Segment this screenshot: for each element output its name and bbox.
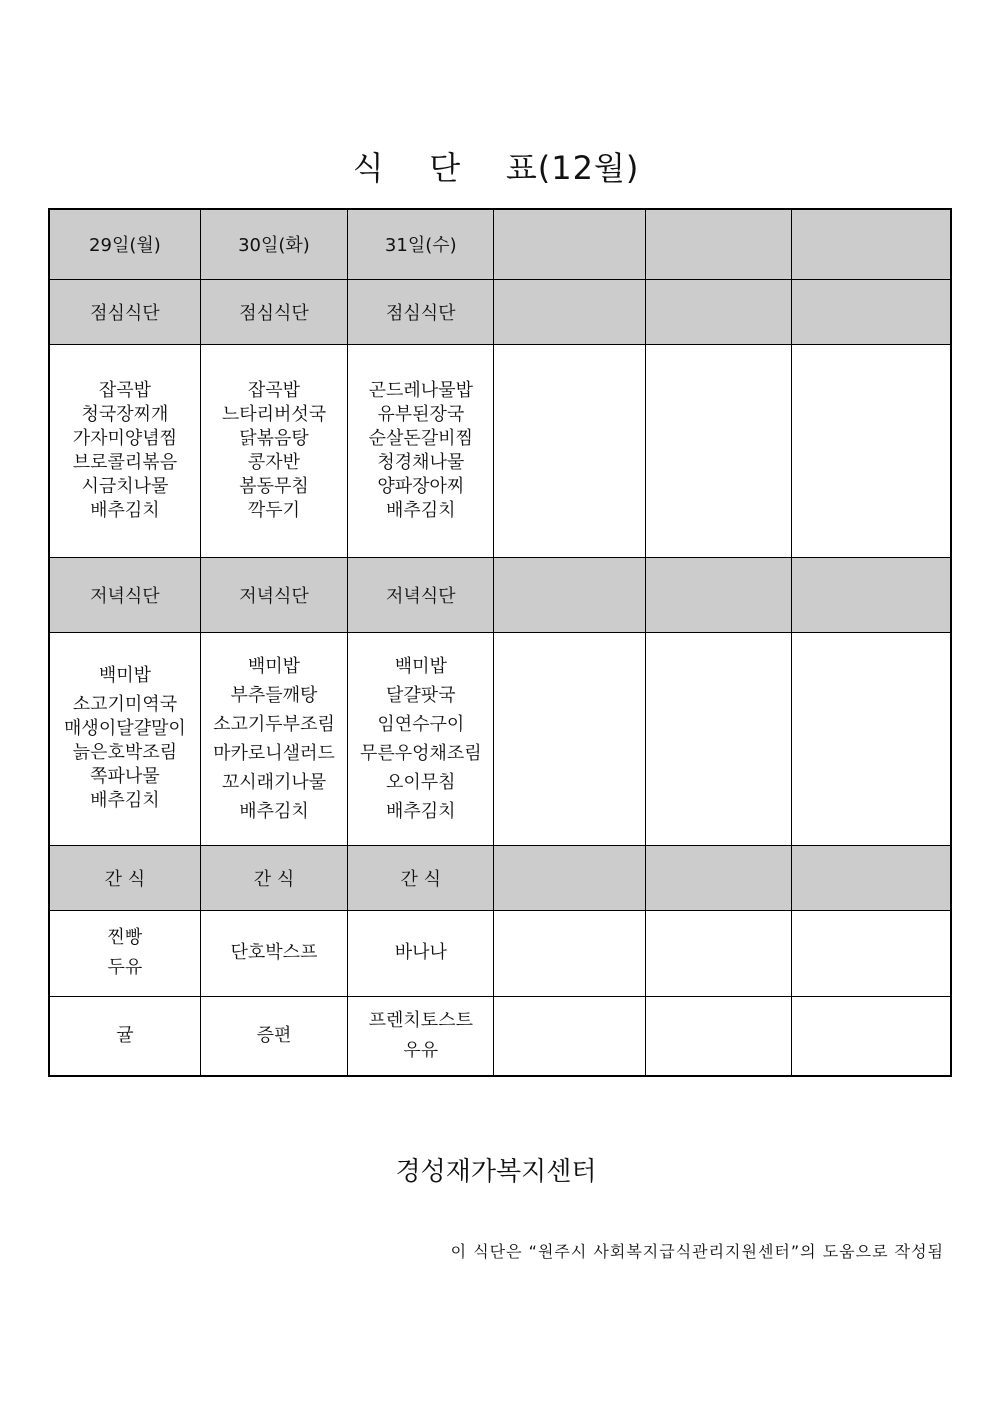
snack-mon <box>49 910 200 996</box>
menu-item: 곤드레나물밥 <box>368 379 473 401</box>
empty-cell <box>494 557 645 632</box>
menu-item: 소고기미역국 <box>72 694 178 715</box>
dinner-label: 저녁식단 <box>348 557 494 632</box>
page-title: 식 단 표(12월) <box>352 149 640 187</box>
meal-table <box>48 208 952 1077</box>
menu-item: 배추김치 <box>90 499 160 521</box>
menu-item: 쪽파나물 <box>90 766 160 787</box>
empty-cell <box>792 632 951 845</box>
snack-row-1 <box>49 910 951 996</box>
snack-row-2 <box>49 996 951 1076</box>
center-name: 경성재가복지센터 <box>395 1157 597 1187</box>
date-cell-empty <box>645 209 791 279</box>
empty-cell <box>792 996 951 1076</box>
menu-item: 느타리버섯국 <box>221 403 327 425</box>
menu-item: 백미밥 <box>98 665 151 686</box>
snack-label: 간 식 <box>49 845 200 910</box>
menu-item: 시금치나물 <box>81 475 169 497</box>
empty-cell <box>645 557 791 632</box>
empty-cell <box>494 845 645 910</box>
date-cell-empty <box>494 209 645 279</box>
lunch-label: 점심식단 <box>49 279 200 344</box>
empty-cell <box>494 632 645 845</box>
date-header-row <box>49 209 951 279</box>
snack-wed <box>348 910 494 996</box>
snack-item: 두유 <box>107 957 143 978</box>
menu-item: 백미밥 <box>394 655 447 677</box>
lunch-label: 점심식단 <box>200 279 347 344</box>
empty-cell <box>494 996 645 1076</box>
menu-item: 매생이달걀말이 <box>64 718 186 739</box>
menu-item: 임연수구이 <box>377 713 465 735</box>
dinner-menu-tue <box>200 632 347 845</box>
menu-item: 순살돈갈비찜 <box>368 427 473 449</box>
dinner-menu-row <box>49 632 951 845</box>
menu-item: 양파장아찌 <box>377 475 465 497</box>
date-cell-empty <box>792 209 951 279</box>
dinner-label: 저녁식단 <box>49 557 200 632</box>
lunch-menu-row <box>49 344 951 557</box>
menu-item: 배추김치 <box>386 800 456 822</box>
menu-item: 배추김치 <box>386 499 456 521</box>
menu-item: 무른우엉채조림 <box>359 742 482 764</box>
empty-cell <box>645 632 791 845</box>
dinner-label: 저녁식단 <box>200 557 347 632</box>
menu-item: 닭볶음탕 <box>239 427 309 449</box>
menu-item: 소고기두부조림 <box>213 713 335 735</box>
snack-item: 찐빵 <box>107 927 143 948</box>
empty-cell <box>645 996 791 1076</box>
menu-item: 깍두기 <box>247 499 301 521</box>
menu-item: 가자미양념찜 <box>72 427 178 449</box>
snack-label: 간 식 <box>200 845 347 910</box>
empty-cell <box>792 845 951 910</box>
empty-cell <box>645 910 791 996</box>
snack-item: 단호박스프 <box>230 942 318 963</box>
dinner-menu-mon <box>49 632 200 845</box>
snack-item: 바나나 <box>394 942 447 963</box>
empty-cell <box>645 344 791 557</box>
lunch-label: 점심식단 <box>348 279 494 344</box>
empty-cell <box>645 845 791 910</box>
empty-cell <box>792 910 951 996</box>
empty-cell <box>645 279 791 344</box>
menu-item: 마카로니샐러드 <box>213 742 335 764</box>
menu-item: 달걀팟국 <box>386 684 456 706</box>
menu-item: 배추김치 <box>90 790 160 811</box>
menu-item: 늙은호박조림 <box>72 742 178 763</box>
snack-item: 우유 <box>403 1039 439 1061</box>
date-cell-mon: 29일(월) <box>49 209 200 279</box>
menu-item: 오이무침 <box>386 771 456 793</box>
menu-item: 배추김치 <box>239 800 309 822</box>
lunch-menu-tue <box>200 344 347 557</box>
empty-cell <box>792 344 951 557</box>
menu-item: 청경채나물 <box>377 451 465 473</box>
snack-item: 증편 <box>256 1024 292 1046</box>
menu-item: 봄동무침 <box>239 475 309 497</box>
lunch-menu-wed <box>348 344 494 557</box>
empty-cell <box>494 344 645 557</box>
empty-cell <box>792 279 951 344</box>
menu-item: 브로콜리볶음 <box>72 451 178 473</box>
menu-item: 콩자반 <box>247 451 301 473</box>
empty-cell <box>494 279 645 344</box>
lunch-label-row <box>49 279 951 344</box>
menu-item: 청국장찌개 <box>81 403 169 425</box>
snack-tue <box>200 910 347 996</box>
menu-item: 유부된장국 <box>377 403 465 425</box>
snack-item: 귤 <box>116 1024 134 1046</box>
date-cell-wed: 31일(수) <box>348 209 494 279</box>
menu-item: 꼬시래기나물 <box>221 771 327 793</box>
menu-item: 잡곡밥 <box>247 379 301 401</box>
menu-item: 부추들깨탕 <box>230 684 318 706</box>
dinner-menu-wed <box>348 632 494 845</box>
menu-item: 백미밥 <box>247 655 301 677</box>
snack-wed <box>348 996 494 1076</box>
snack-item: 프렌치토스트 <box>368 1009 473 1031</box>
snack-label-row <box>49 845 951 910</box>
dinner-label-row <box>49 557 951 632</box>
snack-mon <box>49 996 200 1076</box>
lunch-menu-mon <box>49 344 200 557</box>
snack-label: 간 식 <box>348 845 494 910</box>
date-cell-tue: 30일(화) <box>200 209 347 279</box>
footnote: 이 식단은 “원주시 사회복지급식관리지원센터”의 도움으로 작성됨 <box>450 1242 944 1261</box>
menu-item: 잡곡밥 <box>98 379 151 401</box>
empty-cell <box>494 910 645 996</box>
empty-cell <box>792 557 951 632</box>
snack-tue <box>200 996 347 1076</box>
